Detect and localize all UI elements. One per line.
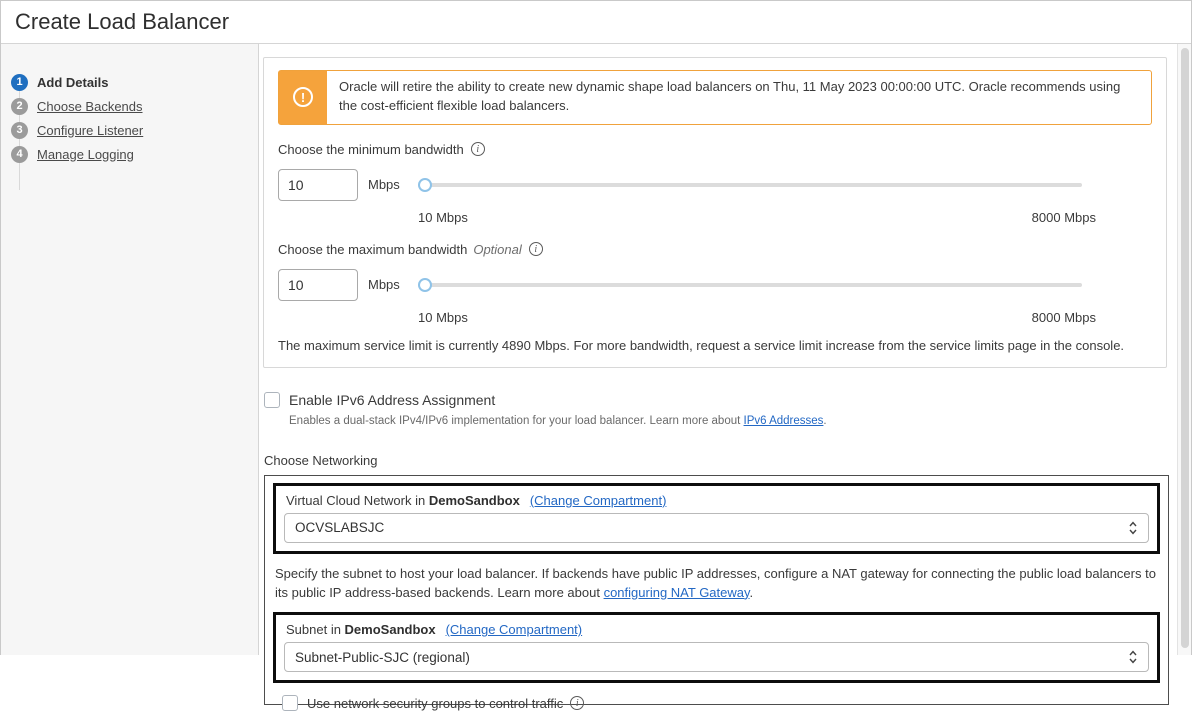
max-bandwidth-unit: Mbps <box>368 277 400 293</box>
subnet-label-row <box>284 620 1149 637</box>
sidebar-step-manage-logging[interactable] <box>11 142 258 166</box>
subnet-note <box>275 565 1158 603</box>
retirement-warning-banner <box>278 70 1152 125</box>
max-bandwidth-input[interactable] <box>278 269 358 301</box>
ipv6-section <box>264 392 1177 427</box>
min-bandwidth-row <box>278 169 1152 201</box>
slider-handle[interactable] <box>418 178 432 192</box>
ipv6-checkbox-row <box>264 392 1177 408</box>
subnet-compartment-name: DemoSandbox <box>344 622 436 638</box>
min-bandwidth-unit: Mbps <box>368 177 400 193</box>
step-label: Add Details <box>37 74 109 90</box>
select-chevrons-icon <box>1128 649 1138 665</box>
page-title: Create Load Balancer <box>15 9 230 34</box>
vcn-change-compartment-link[interactable]: (Change Compartment) <box>529 492 667 508</box>
info-icon[interactable]: i <box>529 242 543 256</box>
ipv6-addresses-link[interactable]: IPv6 Addresses <box>743 414 824 427</box>
ipv6-checkbox[interactable] <box>264 392 280 408</box>
slider-track[interactable] <box>418 283 1082 287</box>
optional-tag: Optional <box>473 241 522 257</box>
alert-exclamation-icon: ! <box>293 87 313 107</box>
nsg-checkbox-row <box>282 695 1160 711</box>
max-bandwidth-label-row <box>278 242 1152 257</box>
min-bandwidth-label-row <box>278 142 1152 157</box>
service-limit-note: The maximum service limit is currently 4890 Mbps. For more bandwidth, request a service limit increase from the service limits page in the console. <box>278 337 1125 353</box>
warning-icon-block <box>279 71 327 124</box>
step-label[interactable]: Configure Listener <box>37 122 144 138</box>
min-bandwidth-slider[interactable] <box>418 178 1082 192</box>
min-bandwidth-range-labels <box>278 210 1152 225</box>
wizard-steps-sidebar <box>1 44 259 655</box>
select-chevrons-icon <box>1128 520 1138 536</box>
range-min-label: 10 Mbps <box>418 209 468 225</box>
step-label[interactable]: Choose Backends <box>37 98 143 114</box>
slider-handle[interactable] <box>418 278 432 292</box>
subnet-note-before: Specify the subnet to host your load balancer. If backends have public IP addresses, configure a NAT gateway for connecting the public load balancers to its public IP address-based backends. Learn more about <box>275 565 1156 600</box>
subnet-change-compartment-link[interactable]: (Change Compartment) <box>445 622 583 638</box>
sidebar-step-configure-listener[interactable] <box>11 118 258 142</box>
vcn-compartment-name: DemoSandbox <box>428 492 520 508</box>
step-number-badge: 4 <box>11 146 28 163</box>
subnet-selected-value: Subnet-Public-SJC (regional) <box>295 649 470 665</box>
helper-text-after: . <box>823 414 827 427</box>
sidebar-step-choose-backends[interactable] <box>11 94 258 118</box>
subnet-field-group <box>273 612 1160 683</box>
choose-networking-label: Choose Networking <box>264 452 378 468</box>
vcn-field-group <box>273 483 1160 554</box>
step-number-badge: 1 <box>11 74 28 91</box>
max-bandwidth-row <box>278 269 1152 301</box>
range-max-label: 8000 Mbps <box>1031 309 1096 325</box>
info-icon[interactable]: i <box>570 696 584 710</box>
range-max-label: 8000 Mbps <box>1031 209 1096 225</box>
vcn-select[interactable] <box>284 513 1149 543</box>
warning-text: Oracle will retire the ability to create new dynamic shape load balancers on Thu, 11 May 2023 00:00:00 UTC. Oracle recommends using the cost-efficient flexible load balancers. <box>339 79 1121 113</box>
vcn-label-row <box>284 491 1149 508</box>
max-bandwidth-label: Choose the maximum bandwidth <box>278 241 468 257</box>
scrollbar-thumb[interactable] <box>1181 48 1189 648</box>
nat-gateway-link[interactable]: configuring NAT Gateway <box>603 584 750 600</box>
subnet-note-after: . <box>749 584 754 600</box>
min-bandwidth-input[interactable] <box>278 169 358 201</box>
max-bandwidth-slider[interactable] <box>418 278 1082 292</box>
subnet-label-prefix: Subnet in <box>286 622 345 638</box>
subnet-select[interactable] <box>284 642 1149 672</box>
sidebar-step-add-details <box>11 70 258 94</box>
nsg-checkbox-label: Use network security groups to control traffic <box>307 695 564 711</box>
step-number-badge: 3 <box>11 122 28 139</box>
step-label[interactable]: Manage Logging <box>37 146 134 162</box>
min-bandwidth-label: Choose the minimum bandwidth <box>278 141 464 157</box>
step-number-badge: 2 <box>11 98 28 115</box>
vcn-selected-value: OCVSLABSJC <box>295 520 385 536</box>
range-min-label: 10 Mbps <box>418 309 468 325</box>
networking-section-box <box>264 475 1169 711</box>
vcn-label-prefix: Virtual Cloud Network in <box>286 492 429 508</box>
bandwidth-panel <box>263 57 1167 368</box>
info-icon[interactable]: i <box>471 142 485 156</box>
page-header <box>1 1 1191 44</box>
ipv6-checkbox-label: Enable IPv6 Address Assignment <box>289 391 496 408</box>
helper-text-before: Enables a dual-stack IPv4/IPv6 implementation for your load balancer. Learn more about <box>289 414 744 427</box>
max-bandwidth-range-labels <box>278 310 1152 325</box>
form-content <box>259 44 1191 711</box>
slider-track[interactable] <box>418 183 1082 187</box>
vertical-scrollbar[interactable] <box>1177 44 1191 655</box>
ipv6-helper-text <box>289 415 1177 427</box>
nsg-checkbox[interactable] <box>282 695 298 711</box>
